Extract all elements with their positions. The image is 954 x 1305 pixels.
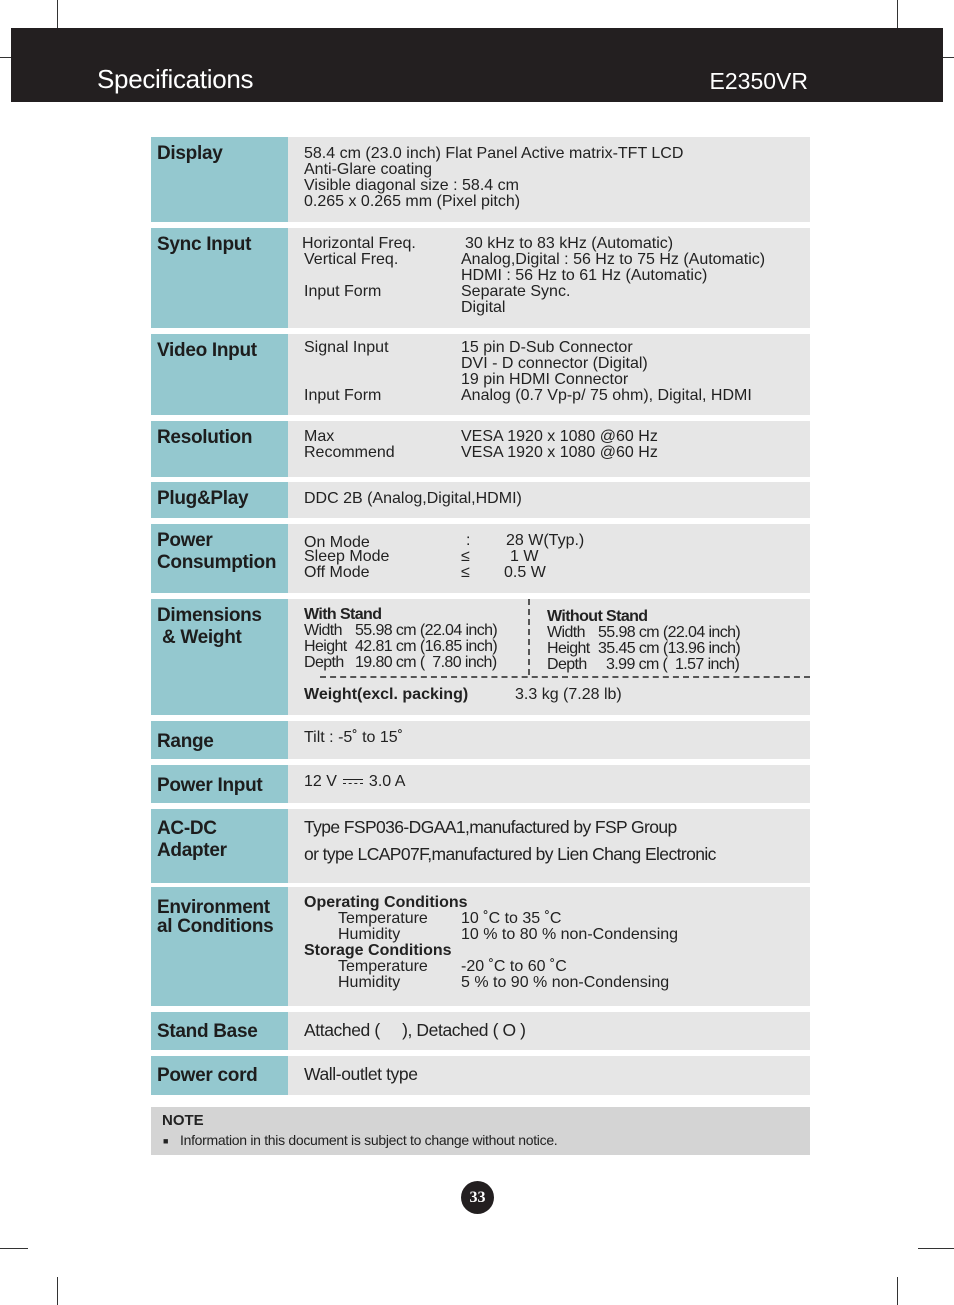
spec-label <box>151 599 288 715</box>
spec-value <box>288 765 810 803</box>
dashed-divider <box>528 599 530 675</box>
spec-row-resolution <box>151 421 810 477</box>
dashed-divider <box>320 676 810 678</box>
adapter-line: or type LCAP07F,manufactured by Lien Chang Electronic <box>304 844 716 864</box>
spec-label-line: & Weight <box>157 627 242 648</box>
spec-value <box>288 524 810 593</box>
video-key: Input Form <box>304 387 382 404</box>
crop-mark <box>897 1277 898 1305</box>
power-value: 0.5 W <box>504 564 546 581</box>
spec-row-plug-and-play <box>151 482 810 518</box>
spec-row-range <box>151 721 810 759</box>
crop-mark <box>0 57 11 58</box>
dim-value: 3.99 cm ( 1.57 inch) <box>606 656 740 673</box>
dim-value: 42.81 cm (16.85 inch) <box>355 638 498 655</box>
spec-label-line: Consumption <box>157 552 277 573</box>
power-symbol: ≤ <box>461 564 470 581</box>
env-key: Humidity <box>338 974 401 991</box>
sync-value: HDMI : 56 Hz to 61 Hz (Automatic) <box>461 267 708 284</box>
note-box <box>151 1107 810 1155</box>
dim-key: Depth <box>304 654 344 671</box>
spec-value <box>288 482 810 518</box>
dim-key: Height <box>547 640 590 657</box>
display-line: Anti-Glare coating <box>304 161 433 178</box>
power-symbol: ≤ <box>461 548 470 565</box>
crop-mark <box>897 0 898 28</box>
dim-value: 35.45 cm (13.96 inch) <box>598 640 741 657</box>
spec-row-ac-dc-adapter <box>151 809 810 883</box>
env-value: 10 % to 80 % non-Condensing <box>461 926 679 943</box>
spec-value <box>288 421 810 477</box>
spec-row-environmental-conditions <box>151 887 810 1006</box>
sync-key: Vertical Freq. <box>304 251 399 268</box>
spec-label-line: Environment <box>157 897 270 918</box>
voltage: 12 V <box>304 773 337 790</box>
with-stand-title: With Stand <box>304 606 382 623</box>
spec-label: Power cord <box>151 1056 288 1095</box>
spec-value <box>288 809 810 883</box>
spec-label: Resolution <box>151 421 288 477</box>
power-symbol: : <box>466 532 471 549</box>
display-line: 0.265 x 0.265 mm (Pixel pitch) <box>304 193 521 210</box>
spec-value <box>288 137 810 222</box>
spec-value <box>288 228 810 328</box>
dim-value: 55.98 cm (22.04 inch) <box>355 622 498 639</box>
video-value: 19 pin HDMI Connector <box>461 371 629 388</box>
sync-value: Separate Sync. <box>461 283 571 300</box>
weight-key: Weight(excl. packing) <box>304 686 469 703</box>
video-value: DVI - D connector (Digital) <box>461 355 648 372</box>
crop-mark <box>57 1277 58 1305</box>
env-value: 5 % to 90 % non-Condensing <box>461 974 670 991</box>
spec-label: Power Input <box>151 765 288 803</box>
without-stand-title: Without Stand <box>547 608 648 625</box>
display-line: 58.4 cm (23.0 inch) Flat Panel Active matrix-TFT LCD <box>304 145 684 162</box>
sync-key: Horizontal Freq. <box>302 235 416 252</box>
crop-mark <box>0 1248 28 1249</box>
note-text: Information in this document is subject to change without notice. <box>180 1132 558 1148</box>
note-title: NOTE <box>162 1112 204 1129</box>
spec-label: Display <box>151 137 288 222</box>
spec-label-line: Dimensions <box>157 605 262 626</box>
cord-value: Wall-outlet type <box>304 1064 418 1084</box>
sync-value: 30 kHz to 83 kHz (Automatic) <box>465 235 674 252</box>
spec-row-power-cord <box>151 1056 810 1095</box>
video-key: Signal Input <box>304 339 389 356</box>
weight-value: 3.3 kg (7.28 lb) <box>515 686 622 703</box>
current: 3.0 A <box>368 773 406 790</box>
resolution-key: Recommend <box>304 444 395 461</box>
spec-label <box>151 887 288 1006</box>
env-key: Humidity <box>338 926 401 943</box>
dc-symbol-icon <box>343 777 363 787</box>
power-key: On Mode <box>304 534 370 551</box>
video-value: Analog (0.7 Vp-p/ 75 ohm), Digital, HDMI <box>461 387 752 404</box>
spec-row-display <box>151 137 810 222</box>
spec-value <box>288 721 810 759</box>
spec-label: AC-DC Adapter <box>151 809 288 883</box>
model-name: E2350VR <box>709 68 808 94</box>
sync-value: Digital <box>461 299 506 316</box>
dim-key: Width <box>547 624 585 641</box>
env-value: -20 ˚C to 60 ˚C <box>461 958 567 975</box>
crop-mark <box>57 0 58 28</box>
page-number: 33 <box>461 1181 494 1214</box>
dim-value: 19.80 cm ( 7.80 inch) <box>355 654 497 671</box>
storage-title: Storage Conditions <box>304 942 452 959</box>
spec-value <box>288 334 810 415</box>
power-key: Sleep Mode <box>304 548 390 565</box>
spec-label: Stand Base <box>151 1012 288 1050</box>
spec-value <box>288 1056 810 1095</box>
env-key: Temperature <box>338 958 428 975</box>
crop-mark <box>918 1248 954 1249</box>
page-header <box>11 28 943 102</box>
plug-value: DDC 2B (Analog,Digital,HDMI) <box>304 490 522 507</box>
spec-value <box>288 887 810 1006</box>
spec-row-power-consumption <box>151 524 810 593</box>
spec-row-dimensions-weight <box>151 599 810 715</box>
spec-value <box>288 599 810 715</box>
sync-key: Input Form <box>304 283 382 300</box>
spec-row-sync-input <box>151 228 810 328</box>
crop-mark <box>943 57 954 58</box>
sync-value: Analog,Digital : 56 Hz to 75 Hz (Automatic) <box>461 251 766 268</box>
page-title: Specifications <box>97 64 254 94</box>
bullet-icon: ■ <box>163 1136 169 1146</box>
spec-label: Plug&Play <box>151 482 288 518</box>
dim-key: Width <box>304 622 342 639</box>
resolution-key: Max <box>304 428 335 445</box>
dim-key: Height <box>304 638 347 655</box>
power-input-value <box>304 774 405 790</box>
range-value: Tilt : -5˚ to 15˚ <box>304 729 403 746</box>
spec-label: Video Input <box>151 334 288 415</box>
resolution-value: VESA 1920 x 1080 @60 Hz <box>461 444 658 461</box>
power-value: 1 W <box>510 548 539 565</box>
dim-key: Depth <box>547 656 587 673</box>
display-line: Visible diagonal size : 58.4 cm <box>304 177 519 194</box>
resolution-value: VESA 1920 x 1080 @60 Hz <box>461 428 658 445</box>
env-value: 10 ˚C to 35 ˚C <box>461 910 562 927</box>
stand-value: Attached ( ), Detached ( O ) <box>304 1020 526 1040</box>
spec-label-line: al Conditions <box>157 916 274 937</box>
power-key: Off Mode <box>304 564 370 581</box>
video-value: 15 pin D-Sub Connector <box>461 339 633 356</box>
spec-label <box>151 524 288 593</box>
spec-label-line: Power <box>157 530 213 551</box>
power-value: 28 W(Typ.) <box>506 532 585 549</box>
spec-row-power-input <box>151 765 810 803</box>
env-key: Temperature <box>338 910 428 927</box>
adapter-line: Type FSP036-DGAA1,manufactured by FSP Group <box>304 817 677 837</box>
spec-row-video-input <box>151 334 810 415</box>
spec-value <box>288 1012 810 1050</box>
dim-value: 55.98 cm (22.04 inch) <box>598 624 741 641</box>
spec-label: Range <box>151 721 288 759</box>
spec-label: Sync Input <box>151 228 288 328</box>
operating-title: Operating Conditions <box>304 894 468 911</box>
spec-row-stand-base <box>151 1012 810 1050</box>
